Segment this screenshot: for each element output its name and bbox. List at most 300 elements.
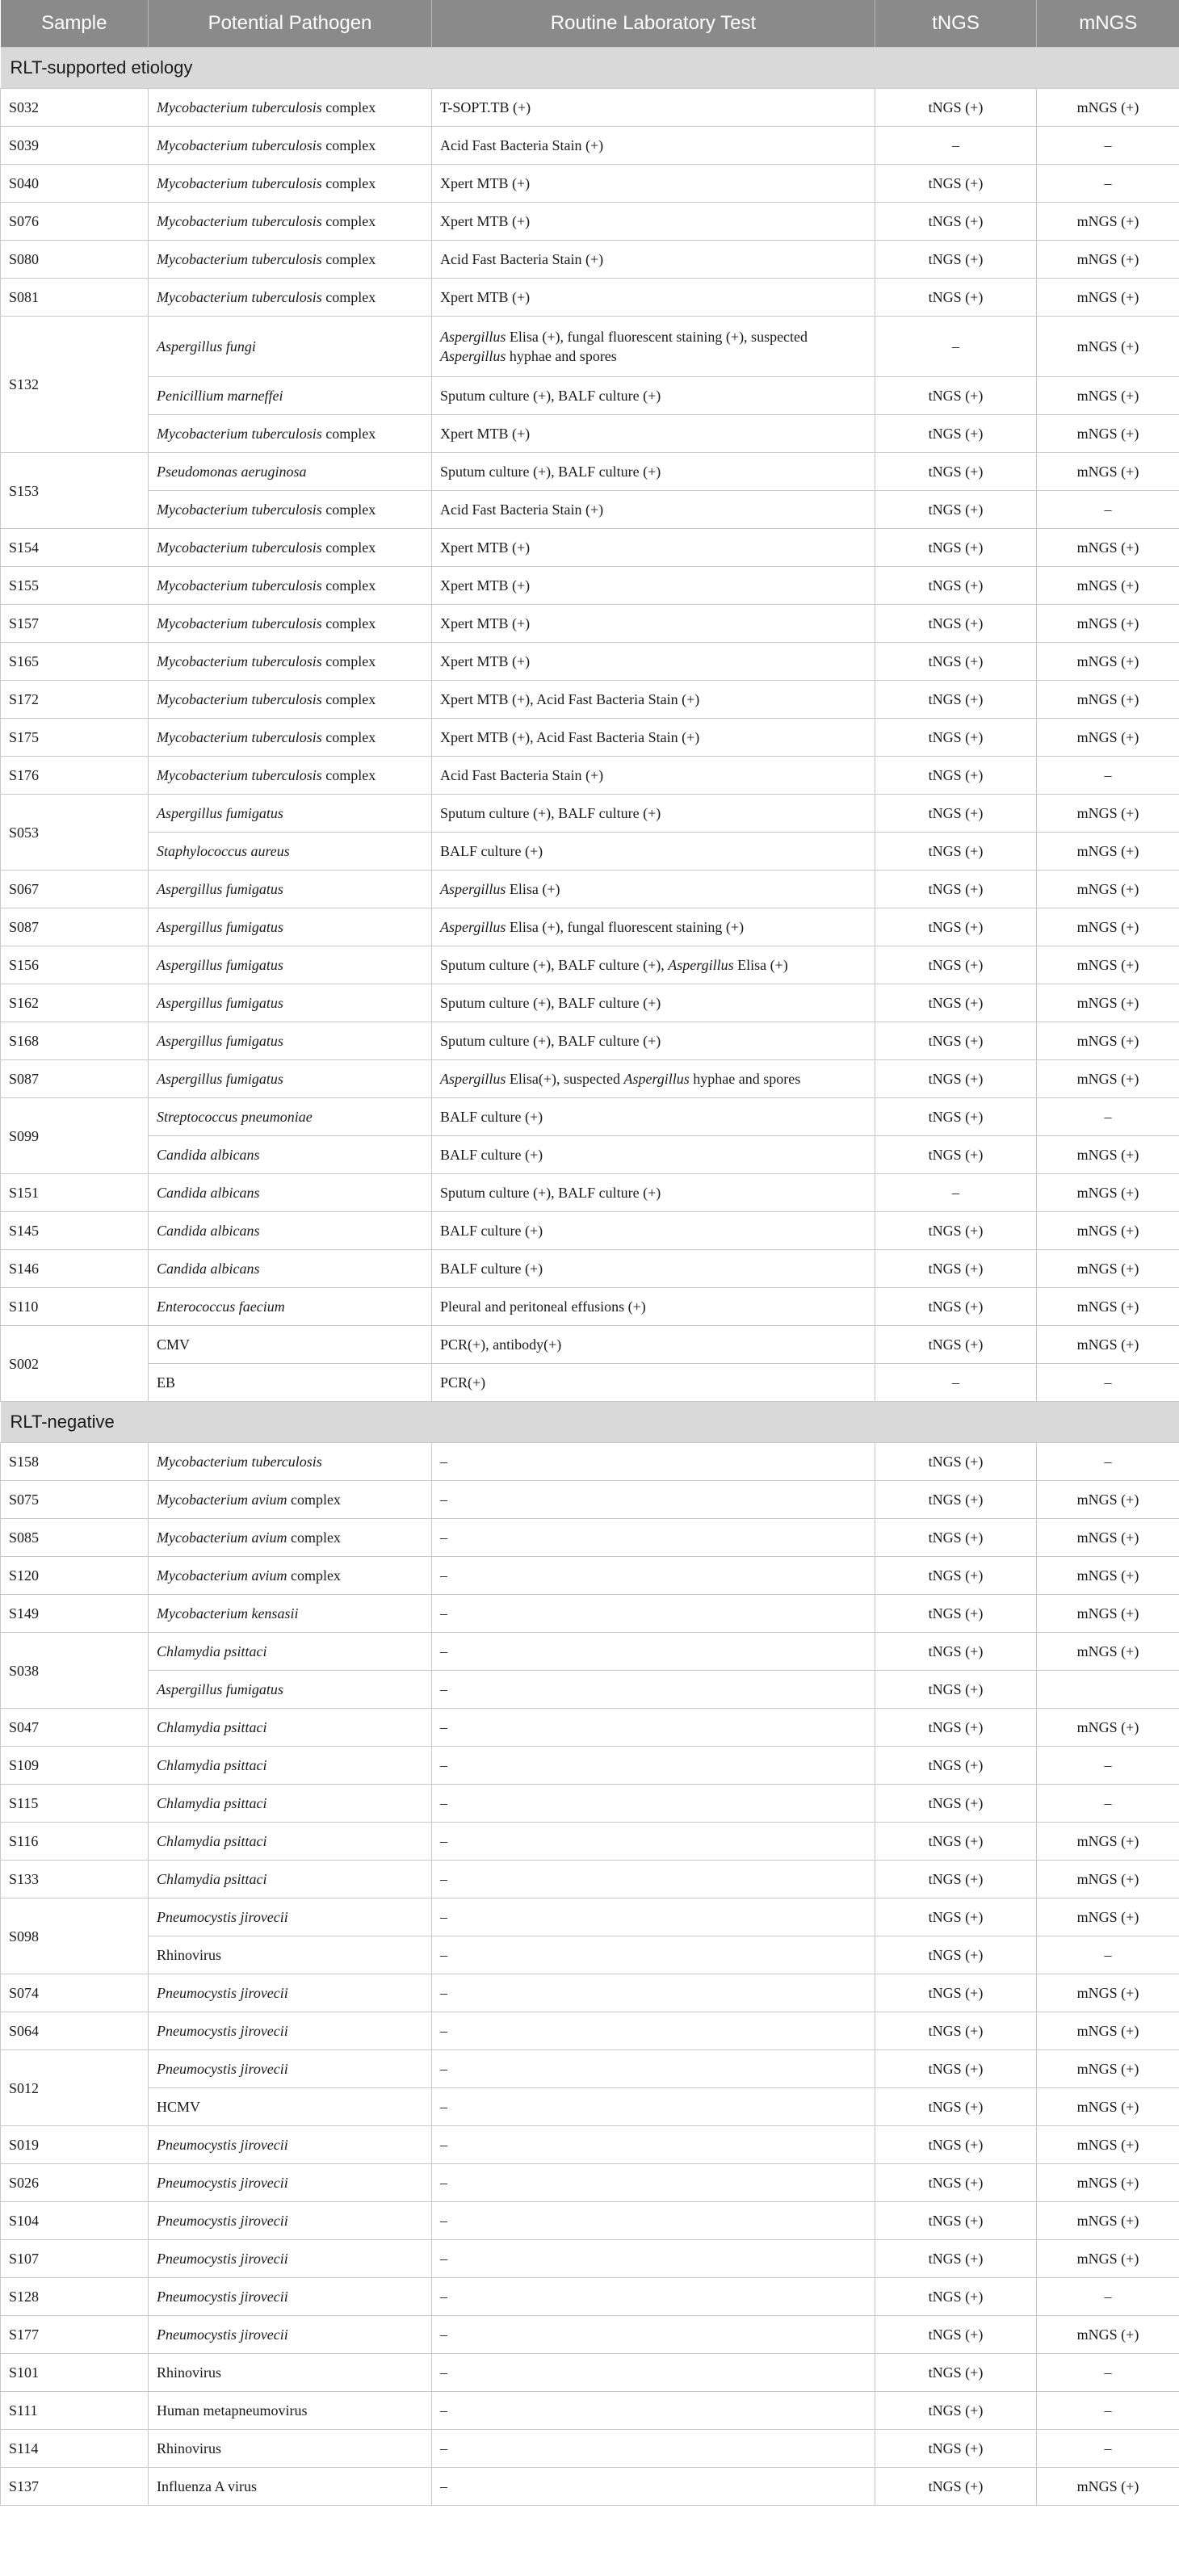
mngs-result-cell: mNGS (+) [1037, 1898, 1179, 1936]
pathogen-cell-text: Enterococcus faecium [157, 1298, 285, 1315]
rlt-cell-text: – [440, 1643, 447, 1659]
pathogen-cell-text: complex [321, 767, 376, 783]
tngs-result-cell: tNGS (+) [875, 2468, 1037, 2506]
rlt-cell-text: – [440, 1681, 447, 1697]
header-tngs: tNGS [875, 0, 1037, 48]
rlt-cell [432, 1709, 875, 1747]
rlt-cell-text: Xpert MTB (+) [440, 213, 531, 229]
sample-id-cell: S047 [1, 1709, 149, 1747]
sample-id-cell: S114 [1, 2430, 149, 2468]
sample-id-cell: S157 [1, 605, 149, 643]
tngs-result-cell: tNGS (+) [875, 1519, 1037, 1557]
rlt-cell [432, 833, 875, 871]
rlt-cell [432, 908, 875, 946]
sample-id-cell: S080 [1, 241, 149, 279]
pathogen-cell-text: Human metapneumovirus [157, 2402, 308, 2419]
pathogen-cell-text: Chlamydia psittaci [157, 1757, 267, 1773]
sample-id-cell: S120 [1, 1557, 149, 1595]
pathogen-cell-text: Mycobacterium avium [157, 1491, 287, 1508]
mngs-result-cell: – [1037, 1443, 1179, 1481]
rlt-cell-text: Sputum culture (+), BALF culture (+) [440, 805, 661, 821]
pathogen-cell-text: Pneumocystis jirovecii [157, 1985, 288, 2001]
sample-id-cell: S172 [1, 681, 149, 719]
rlt-cell [432, 605, 875, 643]
mngs-result-cell: mNGS (+) [1037, 2050, 1179, 2088]
rlt-cell-text: BALF culture (+) [440, 1147, 543, 1163]
sample-id-cell: S012 [1, 2050, 149, 2126]
tngs-result-cell: tNGS (+) [875, 2392, 1037, 2430]
rlt-cell-text: Sputum culture (+), BALF culture (+) [440, 995, 661, 1011]
mngs-result-cell: mNGS (+) [1037, 529, 1179, 567]
tngs-result-cell: tNGS (+) [875, 1936, 1037, 1974]
pathogen-cell-text: Mycobacterium tuberculosis [157, 289, 322, 305]
sample-id-cell: S076 [1, 203, 149, 241]
pathogen-cell [149, 567, 432, 605]
pathogen-cell-text: Mycobacterium tuberculosis [157, 175, 322, 191]
mngs-result-cell: – [1037, 1936, 1179, 1974]
pathogen-cell-text: Pneumocystis jirovecii [157, 2175, 288, 2191]
pathogen-cell [149, 377, 432, 415]
pathogen-cell [149, 89, 432, 127]
rlt-cell [432, 2316, 875, 2354]
rlt-cell-text: hyphae and spores [689, 1071, 801, 1087]
pathogen-cell-text: Mycobacterium tuberculosis [157, 501, 322, 518]
sample-id-cell: S162 [1, 984, 149, 1022]
pathogen-cell-text: Candida albicans [157, 1261, 260, 1277]
table-row [1, 1709, 1179, 1747]
mngs-result-cell: mNGS (+) [1037, 984, 1179, 1022]
pathogen-cell [149, 1519, 432, 1557]
rlt-cell-text: – [440, 1491, 447, 1508]
pathogen-cell [149, 2468, 432, 2506]
tngs-result-cell: tNGS (+) [875, 1022, 1037, 1060]
table-row [1, 1136, 1179, 1174]
sample-id-cell: S040 [1, 165, 149, 203]
mngs-result-cell: mNGS (+) [1037, 833, 1179, 871]
rlt-cell [432, 681, 875, 719]
sample-id-cell: S145 [1, 1212, 149, 1250]
rlt-cell-text: Aspergillus [440, 1071, 506, 1087]
table-row [1, 2012, 1179, 2050]
rlt-cell [432, 1364, 875, 1402]
sample-id-cell: S101 [1, 2354, 149, 2392]
table-row [1, 2354, 1179, 2392]
sample-id-cell: S156 [1, 946, 149, 984]
rlt-cell-text: Sputum culture (+), BALF culture (+) [440, 1033, 661, 1049]
tngs-result-cell: tNGS (+) [875, 1747, 1037, 1785]
mngs-result-cell: – [1037, 2392, 1179, 2430]
table-row [1, 795, 1179, 833]
sample-id-cell: S019 [1, 2126, 149, 2164]
pathogen-cell-text: Staphylococcus aureus [157, 843, 290, 859]
pathogen-cell-text: complex [321, 691, 376, 707]
pathogen-cell-text: Mycobacterium tuberculosis [157, 691, 322, 707]
sample-id-cell: S067 [1, 871, 149, 908]
tngs-result-cell: tNGS (+) [875, 795, 1037, 833]
pathogen-cell [149, 1481, 432, 1519]
sample-id-cell: S111 [1, 2392, 149, 2430]
rlt-cell-text: BALF culture (+) [440, 1109, 543, 1125]
table-row [1, 1364, 1179, 1402]
pathogen-cell [149, 1060, 432, 1098]
mngs-result-cell: mNGS (+) [1037, 203, 1179, 241]
pathogen-cell-text: Mycobacterium avium [157, 1529, 287, 1546]
tngs-result-cell: tNGS (+) [875, 491, 1037, 529]
pathogen-cell [149, 871, 432, 908]
header-sample: Sample [1, 0, 149, 48]
pathogen-cell [149, 1212, 432, 1250]
tngs-result-cell: tNGS (+) [875, 203, 1037, 241]
rlt-cell [432, 529, 875, 567]
pathogen-cell [149, 1557, 432, 1595]
rlt-cell-text: BALF culture (+) [440, 843, 543, 859]
tngs-result-cell: tNGS (+) [875, 1861, 1037, 1898]
sample-id-cell: S153 [1, 453, 149, 529]
pathogen-cell-text: Penicillium marneffei [157, 388, 283, 404]
rlt-cell-text: BALF culture (+) [440, 1223, 543, 1239]
sample-id-cell: S154 [1, 529, 149, 567]
rlt-cell-text: hyphae and spores [506, 348, 617, 364]
tngs-result-cell: tNGS (+) [875, 2088, 1037, 2126]
rlt-cell [432, 1557, 875, 1595]
mngs-result-cell: mNGS (+) [1037, 1557, 1179, 1595]
mngs-result-cell: mNGS (+) [1037, 681, 1179, 719]
mngs-result-cell: – [1037, 2430, 1179, 2468]
table-row [1, 317, 1179, 377]
pathogen-cell-text: Aspergillus fumigatus [157, 995, 283, 1011]
rlt-cell-text: Xpert MTB (+) [440, 577, 531, 594]
pathogen-cell [149, 2164, 432, 2202]
pathogen-cell-text: Rhinovirus [157, 1947, 222, 1963]
sample-id-cell: S099 [1, 1098, 149, 1174]
sample-id-cell: S039 [1, 127, 149, 165]
mngs-result-cell: mNGS (+) [1037, 241, 1179, 279]
header-row [1, 0, 1179, 48]
rlt-cell-text: Elisa (+) [506, 881, 560, 897]
rlt-cell-text: Aspergillus [440, 329, 506, 345]
header-rlt: Routine Laboratory Test [432, 0, 875, 48]
pathogen-cell [149, 279, 432, 317]
pathogen-cell-text: Rhinovirus [157, 2440, 222, 2456]
pathogen-cell [149, 453, 432, 491]
tngs-result-cell: tNGS (+) [875, 1633, 1037, 1671]
rlt-cell-text: Aspergillus [440, 348, 506, 364]
mngs-result-cell: – [1037, 1364, 1179, 1402]
tngs-result-cell: tNGS (+) [875, 757, 1037, 795]
rlt-cell-text: PCR(+), antibody(+) [440, 1336, 562, 1353]
pathogen-cell-text: Candida albicans [157, 1223, 260, 1239]
pathogen-cell-text: Influenza A virus [157, 2478, 257, 2494]
rlt-cell [432, 1174, 875, 1212]
rlt-cell-text: – [440, 1871, 447, 1887]
mngs-result-cell: mNGS (+) [1037, 1136, 1179, 1174]
table-row [1, 1519, 1179, 1557]
tngs-result-cell: tNGS (+) [875, 1136, 1037, 1174]
tngs-result-cell: tNGS (+) [875, 2126, 1037, 2164]
table-row [1, 567, 1179, 605]
pathogen-cell-text: CMV [157, 1336, 191, 1353]
mngs-result-cell: mNGS (+) [1037, 795, 1179, 833]
pathogen-cell-text: Pseudomonas aeruginosa [157, 464, 307, 480]
sample-id-cell: S109 [1, 1747, 149, 1785]
rlt-cell [432, 1250, 875, 1288]
mngs-result-cell: mNGS (+) [1037, 1326, 1179, 1364]
pathogen-cell [149, 2050, 432, 2088]
pathogen-cell-text: Aspergillus fumigatus [157, 881, 283, 897]
rlt-cell-text: – [440, 1719, 447, 1735]
rlt-cell [432, 2164, 875, 2202]
rlt-cell-text: – [440, 1985, 447, 2001]
table-row [1, 529, 1179, 567]
rlt-cell [432, 89, 875, 127]
pathogen-cell-text: complex [287, 1529, 341, 1546]
pathogen-cell-text: complex [321, 615, 376, 631]
pathogen-cell [149, 2392, 432, 2430]
tngs-result-cell: tNGS (+) [875, 984, 1037, 1022]
pathogen-cell [149, 1823, 432, 1861]
pathogen-cell-text: Aspergillus fumigatus [157, 1033, 283, 1049]
section-title: RLT-supported etiology [1, 48, 1179, 89]
mngs-result-cell: mNGS (+) [1037, 2468, 1179, 2506]
pathogen-cell [149, 317, 432, 377]
tngs-result-cell: tNGS (+) [875, 2050, 1037, 2088]
tngs-result-cell: tNGS (+) [875, 2240, 1037, 2278]
rlt-cell [432, 203, 875, 241]
pathogen-cell [149, 2012, 432, 2050]
pathogen-cell [149, 2354, 432, 2392]
rlt-cell [432, 1212, 875, 1250]
pathogen-cell [149, 1709, 432, 1747]
pathogen-cell [149, 795, 432, 833]
table-row [1, 946, 1179, 984]
tngs-result-cell: tNGS (+) [875, 605, 1037, 643]
rlt-cell [432, 2392, 875, 2430]
pathogen-cell [149, 415, 432, 453]
table-row [1, 203, 1179, 241]
sample-id-cell: S104 [1, 2202, 149, 2240]
pathogen-cell-text: Mycobacterium tuberculosis [157, 1454, 322, 1470]
table-row [1, 1481, 1179, 1519]
sample-id-cell: S064 [1, 2012, 149, 2050]
table-row [1, 2088, 1179, 2126]
mngs-result-cell: mNGS (+) [1037, 317, 1179, 377]
table-row [1, 89, 1179, 127]
table-row [1, 453, 1179, 491]
sample-id-cell: S053 [1, 795, 149, 871]
pathogen-cell-text: Pneumocystis jirovecii [157, 1909, 288, 1925]
pathogen-cell-text: EB [157, 1374, 176, 1391]
mngs-result-cell: – [1037, 165, 1179, 203]
tngs-result-cell: tNGS (+) [875, 1443, 1037, 1481]
pathogen-cell-text: Pneumocystis jirovecii [157, 2137, 288, 2153]
rlt-cell [432, 1022, 875, 1060]
rlt-cell [432, 1974, 875, 2012]
mngs-result-cell: mNGS (+) [1037, 1709, 1179, 1747]
pathogen-cell [149, 757, 432, 795]
table-row [1, 2316, 1179, 2354]
table-row [1, 1443, 1179, 1481]
pathogen-cell-text: Mycobacterium tuberculosis [157, 729, 322, 745]
section-title: RLT-negative [1, 1402, 1179, 1443]
mngs-result-cell: mNGS (+) [1037, 2012, 1179, 2050]
rlt-cell-text: T-SOPT.TB (+) [440, 99, 531, 115]
mngs-result-cell: mNGS (+) [1037, 1250, 1179, 1288]
pathogen-cell-text: Mycobacterium kensasii [157, 1605, 299, 1622]
rlt-cell [432, 1595, 875, 1633]
rlt-cell-text: Xpert MTB (+), Acid Fast Bacteria Stain (+) [440, 729, 700, 745]
rlt-cell [432, 2354, 875, 2392]
table-body [1, 48, 1179, 2506]
rlt-cell-text: – [440, 2213, 447, 2229]
pathogen-cell-text: Mycobacterium tuberculosis [157, 653, 322, 669]
pathogen-cell [149, 1861, 432, 1898]
pathogen-cell-text: complex [321, 213, 376, 229]
sample-id-cell: S155 [1, 567, 149, 605]
table-row [1, 1633, 1179, 1671]
table-row [1, 643, 1179, 681]
rlt-cell-text: – [440, 1529, 447, 1546]
pathogen-cell-text: complex [321, 653, 376, 669]
tngs-result-cell: tNGS (+) [875, 279, 1037, 317]
rlt-cell [432, 643, 875, 681]
rlt-cell-text: Xpert MTB (+) [440, 426, 531, 442]
pathogen-cell-text: complex [321, 99, 376, 115]
table-row [1, 241, 1179, 279]
rlt-cell-text: Sputum culture (+), BALF culture (+) [440, 464, 661, 480]
mngs-result-cell: mNGS (+) [1037, 1861, 1179, 1898]
rlt-cell [432, 946, 875, 984]
pathogen-cell-text: Pneumocystis jirovecii [157, 2023, 288, 2039]
pathogen-cell-text: Mycobacterium tuberculosis [157, 426, 322, 442]
tngs-result-cell: tNGS (+) [875, 1212, 1037, 1250]
table-row [1, 719, 1179, 757]
table-row [1, 1898, 1179, 1936]
pathogen-cell [149, 946, 432, 984]
rlt-cell [432, 984, 875, 1022]
pathogen-cell [149, 1326, 432, 1364]
mngs-result-cell: mNGS (+) [1037, 2164, 1179, 2202]
pathogen-cell [149, 984, 432, 1022]
table-row [1, 1060, 1179, 1098]
table-row [1, 2278, 1179, 2316]
pathogen-cell-text: Mycobacterium tuberculosis [157, 213, 322, 229]
mngs-result-cell: mNGS (+) [1037, 415, 1179, 453]
pathogen-cell-text: Pneumocystis jirovecii [157, 2251, 288, 2267]
tngs-result-cell: tNGS (+) [875, 681, 1037, 719]
pathogen-cell [149, 2316, 432, 2354]
rlt-cell-text: – [440, 1947, 447, 1963]
sample-id-cell: S074 [1, 1974, 149, 2012]
mngs-result-cell: – [1037, 2278, 1179, 2316]
rlt-cell-text: Aspergillus [440, 919, 506, 935]
pathogen-cell [149, 491, 432, 529]
table-row [1, 681, 1179, 719]
pathogen-cell [149, 2430, 432, 2468]
table-row [1, 1098, 1179, 1136]
pathogen-cell-text: Rhinovirus [157, 2364, 222, 2381]
rlt-cell [432, 871, 875, 908]
table-row [1, 757, 1179, 795]
pathogen-cell-text: complex [321, 577, 376, 594]
pathogen-cell [149, 203, 432, 241]
mngs-result-cell [1037, 1671, 1179, 1709]
mngs-result-cell: – [1037, 1747, 1179, 1785]
tngs-result-cell: tNGS (+) [875, 643, 1037, 681]
pathogen-cell-text: Mycobacterium avium [157, 1567, 287, 1584]
table-row [1, 491, 1179, 529]
rlt-cell-text: – [440, 2402, 447, 2419]
rlt-cell [432, 567, 875, 605]
mngs-result-cell: mNGS (+) [1037, 1974, 1179, 2012]
mngs-result-cell: – [1037, 1785, 1179, 1823]
table-row [1, 1288, 1179, 1326]
tngs-result-cell: tNGS (+) [875, 2354, 1037, 2392]
tngs-result-cell: tNGS (+) [875, 946, 1037, 984]
pathogen-cell-text: complex [321, 289, 376, 305]
tngs-result-cell: tNGS (+) [875, 2012, 1037, 2050]
rlt-cell-text: – [440, 2364, 447, 2381]
pathogen-cell-text: Mycobacterium tuberculosis [157, 251, 322, 267]
tngs-result-cell: tNGS (+) [875, 1823, 1037, 1861]
rlt-cell-text: – [440, 2023, 447, 2039]
sample-id-cell: S128 [1, 2278, 149, 2316]
rlt-cell-text: Xpert MTB (+) [440, 539, 531, 556]
tngs-result-cell: tNGS (+) [875, 2202, 1037, 2240]
pathogen-cell-text: Chlamydia psittaci [157, 1795, 267, 1811]
pathogen-cell-text: Chlamydia psittaci [157, 1643, 267, 1659]
rlt-cell [432, 2468, 875, 2506]
pathogen-cell [149, 833, 432, 871]
pathogen-cell [149, 1443, 432, 1481]
sample-id-cell: S175 [1, 719, 149, 757]
pathogen-cell [149, 1288, 432, 1326]
tngs-result-cell: tNGS (+) [875, 241, 1037, 279]
pathogen-cell [149, 1098, 432, 1136]
tngs-result-cell: tNGS (+) [875, 1709, 1037, 1747]
table-row [1, 2050, 1179, 2088]
sample-id-cell: S098 [1, 1898, 149, 1974]
table-row [1, 1936, 1179, 1974]
table-row [1, 833, 1179, 871]
tngs-result-cell: tNGS (+) [875, 529, 1037, 567]
rlt-cell [432, 2126, 875, 2164]
sample-id-cell: S149 [1, 1595, 149, 1633]
pathogen-cell-text: Mycobacterium tuberculosis [157, 615, 322, 631]
tngs-result-cell: tNGS (+) [875, 415, 1037, 453]
rlt-cell [432, 2012, 875, 2050]
rlt-cell [432, 2050, 875, 2088]
rlt-cell [432, 1326, 875, 1364]
table-row [1, 1022, 1179, 1060]
pathogen-cell-text: Aspergillus fumigatus [157, 1071, 283, 1087]
header-mngs: mNGS [1037, 0, 1179, 48]
table-row [1, 1861, 1179, 1898]
pathogen-cell [149, 2088, 432, 2126]
mngs-result-cell: mNGS (+) [1037, 946, 1179, 984]
pathogen-cell [149, 1633, 432, 1671]
table-row [1, 1174, 1179, 1212]
sample-id-cell: S146 [1, 1250, 149, 1288]
rlt-cell-text: – [440, 1567, 447, 1584]
rlt-cell-text: – [440, 2289, 447, 2305]
sample-id-cell: S115 [1, 1785, 149, 1823]
rlt-cell-text: Pleural and peritoneal effusions (+) [440, 1298, 646, 1315]
pathogen-cell [149, 1671, 432, 1709]
sample-id-cell: S168 [1, 1022, 149, 1060]
pathogen-cell-text: Mycobacterium tuberculosis [157, 99, 322, 115]
table-row [1, 871, 1179, 908]
rlt-cell-text: – [440, 2175, 447, 2191]
